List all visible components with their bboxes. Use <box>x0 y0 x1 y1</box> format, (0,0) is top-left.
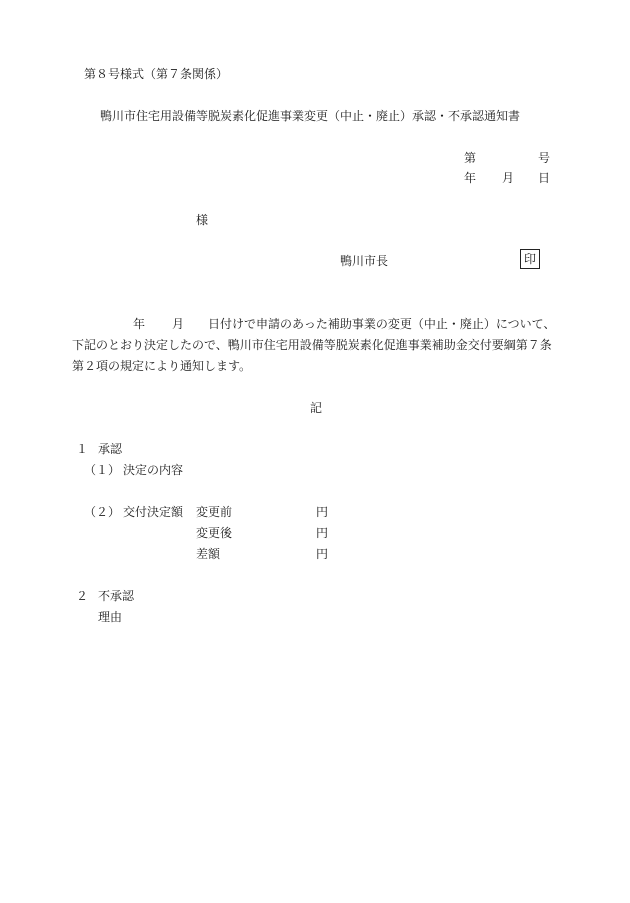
doc-number-suffix: 号 <box>538 151 551 165</box>
reason-label: 理由 <box>98 610 123 624</box>
document-title: 鴨川市住宅用設備等脱炭素化促進事業変更（中止・廃止）承認・不承認通知書 <box>100 109 521 123</box>
section2-title: 不承認 <box>98 589 135 603</box>
form-label: 第８号様式（第７条関係） <box>84 67 229 81</box>
section1-number: １ <box>76 442 89 456</box>
item1-number: （１） <box>84 463 121 477</box>
body-year: 年 <box>133 317 146 331</box>
body-line1: 日付けで申請のあった補助事業の変更（中止・廃止）について、 <box>208 317 556 331</box>
body-line2: 下記のとおり決定したので、鴨川市住宅用設備等脱炭素化促進事業補助金交付要綱第７条 <box>72 338 552 352</box>
amount-after-unit: 円 <box>316 526 329 540</box>
item1-label: 決定の内容 <box>123 463 184 477</box>
seal-box: 印 <box>520 249 540 269</box>
section1-title: 承認 <box>98 442 123 456</box>
amount-diff-label: 差額 <box>196 547 221 561</box>
date-day: 日 <box>538 171 551 185</box>
amount-before-unit: 円 <box>316 505 329 519</box>
issuer-name: 鴨川市長 <box>340 254 389 268</box>
amount-before-label: 変更前 <box>196 505 233 519</box>
section2-number: ２ <box>76 589 89 603</box>
body-line3: 第２項の規定により通知します。 <box>72 359 252 373</box>
amount-diff-unit: 円 <box>316 547 329 561</box>
doc-number-prefix: 第 <box>464 151 477 165</box>
date-year: 年 <box>464 171 477 185</box>
item2-label: 交付決定額 <box>123 505 184 519</box>
ki-heading: 記 <box>310 401 323 415</box>
item2-number: （２） <box>84 505 121 519</box>
body-month: 月 <box>172 317 185 331</box>
amount-after-label: 変更後 <box>196 526 233 540</box>
addressee-suffix: 様 <box>196 213 209 227</box>
date-month: 月 <box>502 171 515 185</box>
